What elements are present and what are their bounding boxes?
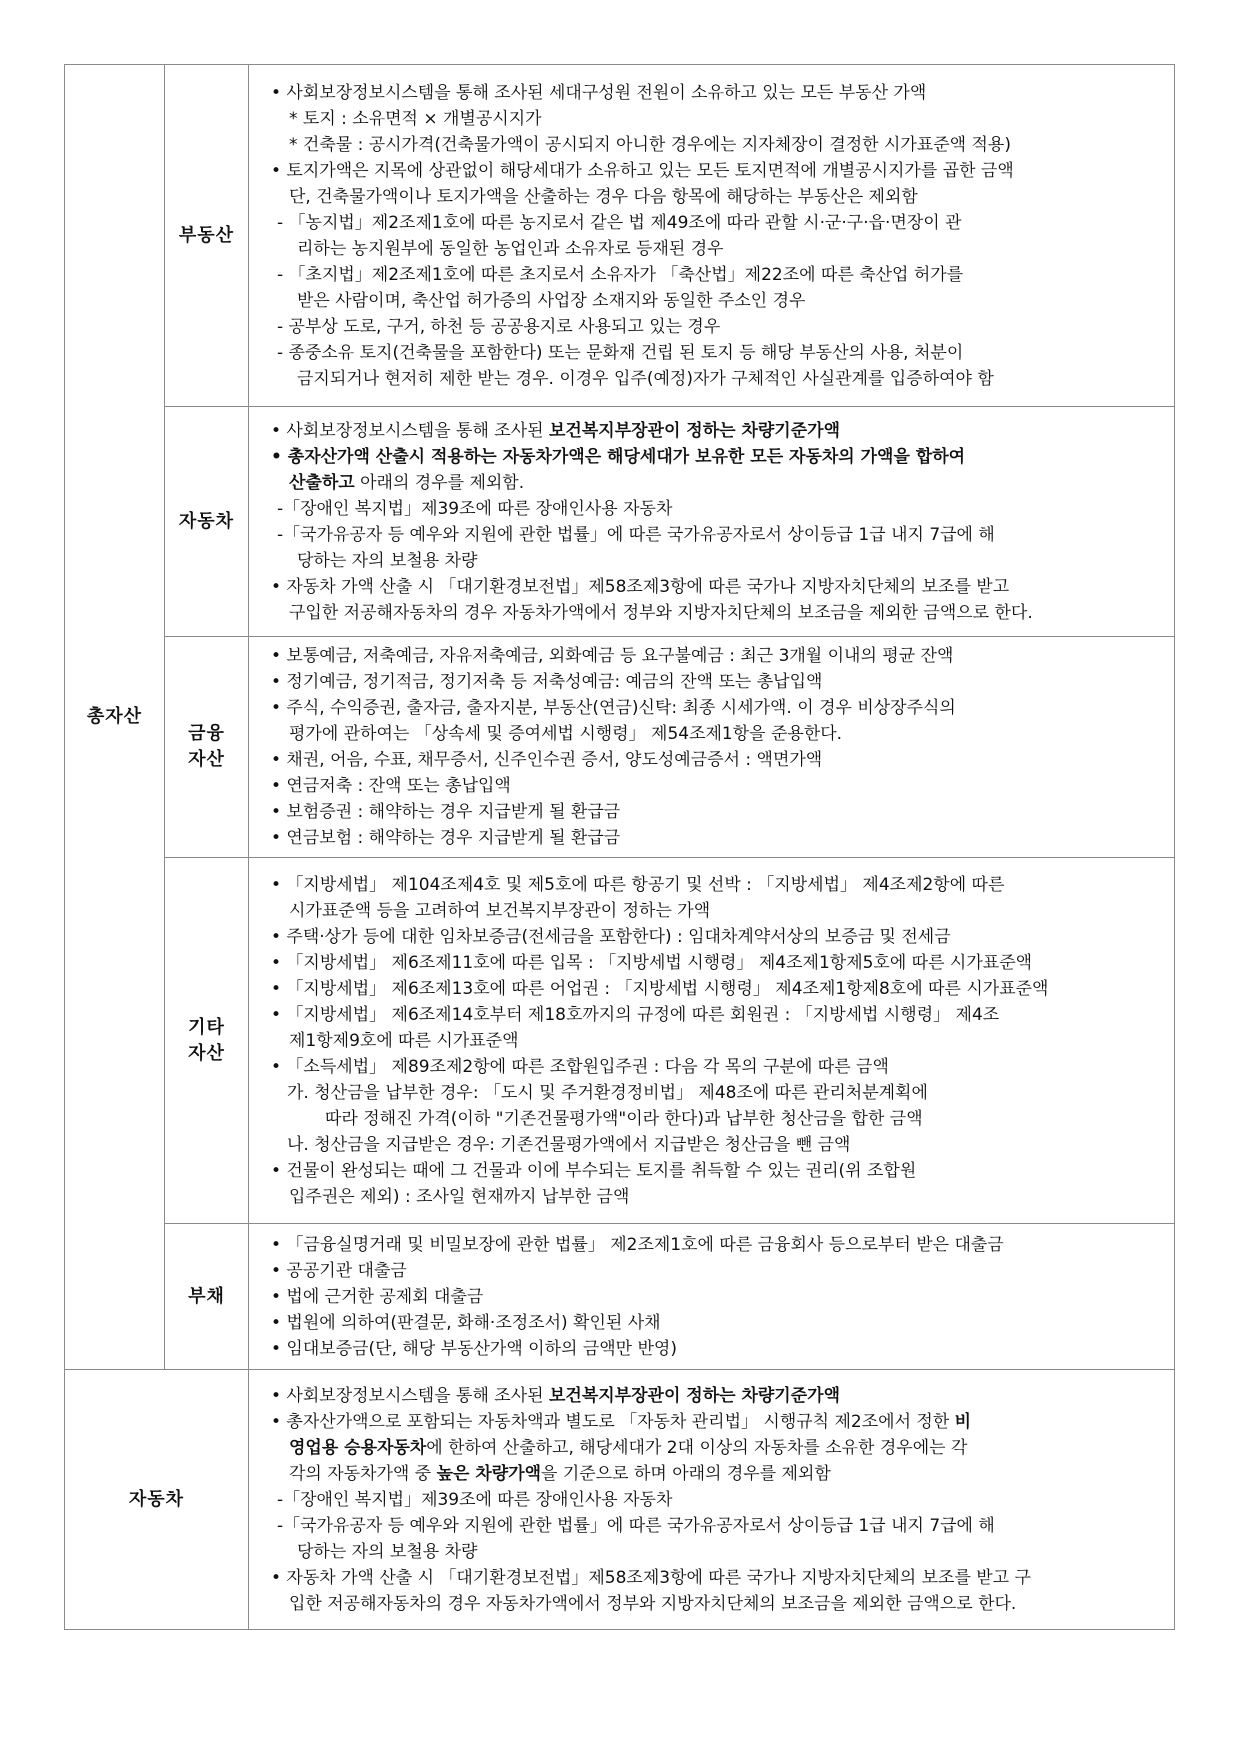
text-line bbox=[271, 1409, 1166, 1435]
text-line: 평가에 관하여는 「상속세 및 증여세법 시행령」 제54조제1항을 준용한다. bbox=[289, 724, 843, 744]
real-estate-label: 부동산 bbox=[178, 224, 235, 246]
text-line: • 공공기관 대출금 bbox=[271, 1260, 407, 1281]
text-line: • 법원에 의하여(판결문, 화해·조정조서) 확인된 사채 bbox=[271, 1312, 661, 1333]
text-line: • 자동차 가액 산출 시 「대기환경보전법」제58조제3항에 따른 국가나 지방자치단체의 보조를 받고 구 bbox=[271, 1567, 1031, 1588]
financial-label: 금융 bbox=[188, 723, 225, 744]
text-line: 시가표준액 등을 고려하여 보건복지부장관이 정하는 가액 bbox=[289, 900, 711, 921]
bold-text: 영업용 승용자동차 bbox=[289, 1437, 427, 1458]
other-assets-label: 기타 bbox=[188, 1016, 225, 1038]
text-line: • 주택·상가 등에 대한 임차보증금(전세금을 포함한다) : 임대차계약서상의 보증금 및 전세금 bbox=[271, 926, 951, 947]
text-line: • 「금융실명거래 및 비밀보장에 관한 법률」 제2조제1호에 따른 금융회사 등으로부터 받은 대출금 bbox=[271, 1234, 1004, 1255]
vehicle-section-header bbox=[65, 1370, 249, 1630]
row-vehicle bbox=[65, 407, 1175, 637]
text-segment: • 총자산가액으로 포함되는 자동차액과 별도로 「자동차 관리법」 시행규칙 제2조에서 정한 bbox=[271, 1411, 955, 1432]
row-vehicle-section bbox=[65, 1370, 1175, 1630]
text-line: -「국가유공자 등 예우와 지원에 관한 법률」에 따른 국가유공자로서 상이등급 1급 내지 7급에 해 bbox=[277, 1515, 995, 1536]
total-assets-label: 총자산 bbox=[86, 706, 143, 727]
asset-criteria-table bbox=[64, 64, 1175, 1630]
text-line: • 연금저축 : 잔액 또는 총납입액 bbox=[271, 776, 511, 796]
bold-text: 보건복지부장관이 정하는 차량기준가액 bbox=[548, 420, 840, 441]
text-segment: 아래의 경우를 제외함. bbox=[354, 472, 525, 493]
other-assets-label: 자산 bbox=[188, 1042, 225, 1064]
row-financial bbox=[65, 637, 1175, 858]
text-line: -「장애인 복지법」제39조에 따른 장애인사용 자동차 bbox=[277, 498, 673, 519]
text-segment: 에 한하여 산출하고, 해당세대가 2대 이상의 자동차를 소유한 경우에는 각 bbox=[426, 1437, 968, 1458]
row-real-estate bbox=[65, 65, 1175, 407]
bold-text: 보건복지부장관이 정하는 차량기준가액 bbox=[548, 1385, 840, 1406]
text-segment: • 사회보장정보시스템을 통해 조사된 bbox=[271, 420, 549, 441]
text-line: * 토지 : 소유면적 × 개별공시지가 bbox=[289, 108, 542, 129]
text-line: • 임대보증금(단, 해당 부동산가액 이하의 금액만 반영) bbox=[271, 1338, 677, 1359]
text-line: 단, 건축물가액이나 토지가액을 산출하는 경우 다음 항목에 해당하는 부동산은 제외함 bbox=[289, 186, 918, 207]
row-other bbox=[65, 858, 1175, 1224]
text-line bbox=[271, 418, 1166, 444]
text-line: • 연금보험 : 해약하는 경우 지급받게 될 환급금 bbox=[271, 828, 621, 848]
bold-text: 높은 차량가액 bbox=[436, 1463, 542, 1484]
text-line bbox=[271, 444, 1166, 470]
text-line bbox=[271, 1435, 1166, 1461]
bold-text: 비 bbox=[954, 1411, 972, 1432]
text-line: - 공부상 도로, 구거, 하천 등 공공용지로 사용되고 있는 경우 bbox=[277, 316, 721, 337]
vehicle-section-label: 자동차 bbox=[128, 1488, 185, 1510]
vehicle-header bbox=[165, 407, 249, 637]
other-assets-header bbox=[165, 858, 249, 1224]
vehicle-section-content bbox=[249, 1370, 1175, 1630]
text-line: -「국가유공자 등 예우와 지원에 관한 법률」에 따른 국가유공자로서 상이등급 1급 내지 7급에 해 bbox=[277, 524, 995, 545]
text-line: • 토지가액은 지목에 상관없이 해당세대가 소유하고 있는 모든 토지면적에 개별공시지가를 곱한 금액 bbox=[271, 160, 1014, 181]
text-line: 받은 사람이며, 축산업 허가증의 사업장 소재지와 동일한 주소인 경우 bbox=[297, 290, 806, 311]
text-line: • 「소득세법」 제89조제2항에 따른 조합원입주권 : 다음 각 목의 구분에 따른 금액 bbox=[271, 1056, 889, 1077]
bold-text: • 총자산가액 산출시 적용하는 자동차가액은 해당세대가 보유한 모든 자동차의 가액을 합하여 bbox=[271, 446, 966, 467]
vehicle-label: 자동차 bbox=[178, 510, 235, 532]
text-line bbox=[271, 1461, 1166, 1487]
text-line: - 종중소유 토지(건축물을 포함한다) 또는 문화재 건립 된 토지 등 해당 부동산의 사용, 처분이 bbox=[277, 342, 964, 363]
text-line: • 「지방세법」 제6조제13호에 따른 어업권 : 「지방세법 시행령」 제4조제1항제8호에 따른 시가표준액 bbox=[271, 978, 1049, 999]
text-line: 따라 정해진 가격(이하 "기존건물평가액"이라 한다)과 납부한 청산금을 합한 금액 bbox=[325, 1108, 923, 1129]
text-line: 제1항제9호에 따른 시가표준액 bbox=[289, 1030, 519, 1051]
text-line bbox=[271, 470, 1166, 496]
text-line: 구입한 저공해자동차의 경우 자동차가액에서 정부와 지방자치단체의 보조금을 제외한 금액으로 한다. bbox=[289, 602, 1033, 623]
text-line: 입한 저공해자동차의 경우 자동차가액에서 정부와 지방자치단체의 보조금을 제외한 금액으로 한다. bbox=[289, 1593, 1017, 1614]
bold-text: 산출하고 bbox=[289, 472, 355, 493]
text-line: - 「초지법」제2조제1호에 따른 초지로서 소유자가 「축산법」제22조에 따른 축산업 허가를 bbox=[277, 264, 964, 285]
text-line: - 「농지법」제2조제1호에 따른 농지로서 같은 법 제49조에 따라 관할 시·군·구·읍·면장이 관 bbox=[277, 212, 962, 233]
financial-content bbox=[249, 637, 1175, 858]
text-line: • 보험증권 : 해약하는 경우 지급받게 될 환급금 bbox=[271, 802, 621, 822]
text-segment: 을 기준으로 하며 아래의 경우를 제외함 bbox=[541, 1463, 831, 1484]
debt-label: 부채 bbox=[188, 1285, 225, 1307]
text-line: 입주권은 제외) : 조사일 현재까지 납부한 금액 bbox=[289, 1186, 630, 1207]
debt-header bbox=[165, 1224, 249, 1370]
text-line bbox=[271, 1383, 1166, 1409]
text-line: 리하는 농지원부에 동일한 농업인과 소유자로 등재된 경우 bbox=[297, 238, 724, 259]
financial-label: 자산 bbox=[188, 749, 225, 770]
text-line: • 「지방세법」 제6조제14호부터 제18호까지의 규정에 따른 회원권 : 「지방세법 시행령」 제4조 bbox=[271, 1004, 1000, 1025]
text-segment: • 사회보장정보시스템을 통해 조사된 bbox=[271, 1385, 549, 1406]
text-line: • 자동차 가액 산출 시 「대기환경보전법」제58조제3항에 따른 국가나 지방자치단체의 보조를 받고 bbox=[271, 576, 1010, 597]
text-line: 당하는 자의 보철용 차량 bbox=[297, 550, 478, 571]
other-assets-content bbox=[249, 858, 1175, 1224]
text-line: 가. 청산금을 납부한 경우: 「도시 및 주거환경정비법」 제48조에 따른 관리처분계획에 bbox=[287, 1082, 928, 1103]
text-line: • 채권, 어음, 수표, 채무증서, 신주인수권 증서, 양도성예금증서 : 액면가액 bbox=[271, 750, 823, 770]
text-line: 당하는 자의 보철용 차량 bbox=[297, 1541, 478, 1562]
debt-content bbox=[249, 1224, 1175, 1370]
text-line: • 「지방세법」 제104조제4호 및 제5호에 따른 항공기 및 선박 : 「지방세법」 제4조제2항에 따른 bbox=[271, 874, 1005, 895]
text-line: • 주식, 수익증권, 출자금, 출자지분, 부동산(연금)신탁: 최종 시세가액. 이 경우 비상장주식의 bbox=[271, 698, 956, 718]
text-line: 나. 청산금을 지급받은 경우: 기존건물평가액에서 지급받은 청산금을 뺀 금액 bbox=[287, 1134, 851, 1155]
total-assets-header bbox=[65, 65, 165, 1370]
text-line: • 정기예금, 정기적금, 정기저축 등 저축성예금: 예금의 잔액 또는 총납입액 bbox=[271, 672, 823, 692]
text-line: -「장애인 복지법」제39조에 따른 장애인사용 자동차 bbox=[277, 1489, 673, 1510]
real-estate-header bbox=[165, 65, 249, 407]
text-line: 금지되거나 현저히 제한 받는 경우. 이경우 입주(예정)자가 구체적인 사실관계를 입증하여야 함 bbox=[297, 368, 994, 389]
text-line: • 법에 근거한 공제회 대출금 bbox=[271, 1286, 484, 1307]
text-line: • 보통예금, 저축예금, 자유저축예금, 외화예금 등 요구불예금 : 최근 3개월 이내의 평균 잔액 bbox=[271, 646, 954, 666]
vehicle-content bbox=[249, 407, 1175, 637]
text-segment: 각의 자동차가액 중 bbox=[289, 1463, 437, 1484]
text-line: • 「지방세법」 제6조제11호에 따른 입목 : 「지방세법 시행령」 제4조제1항제5호에 따른 시가표준액 bbox=[271, 952, 1033, 973]
text-line: • 건물이 완성되는 때에 그 건물과 이에 부수되는 토지를 취득할 수 있는 권리(위 조합원 bbox=[271, 1160, 917, 1181]
text-line: * 건축물 : 공시가격(건축물가액이 공시되지 아니한 경우에는 지자체장이 결정한 시가표준액 적용) bbox=[289, 134, 1011, 155]
text-line: • 사회보장정보시스템을 통해 조사된 세대구성원 전원이 소유하고 있는 모든 부동산 가액 bbox=[271, 82, 927, 103]
financial-header bbox=[165, 637, 249, 858]
row-debt bbox=[65, 1224, 1175, 1370]
real-estate-content bbox=[249, 65, 1175, 407]
